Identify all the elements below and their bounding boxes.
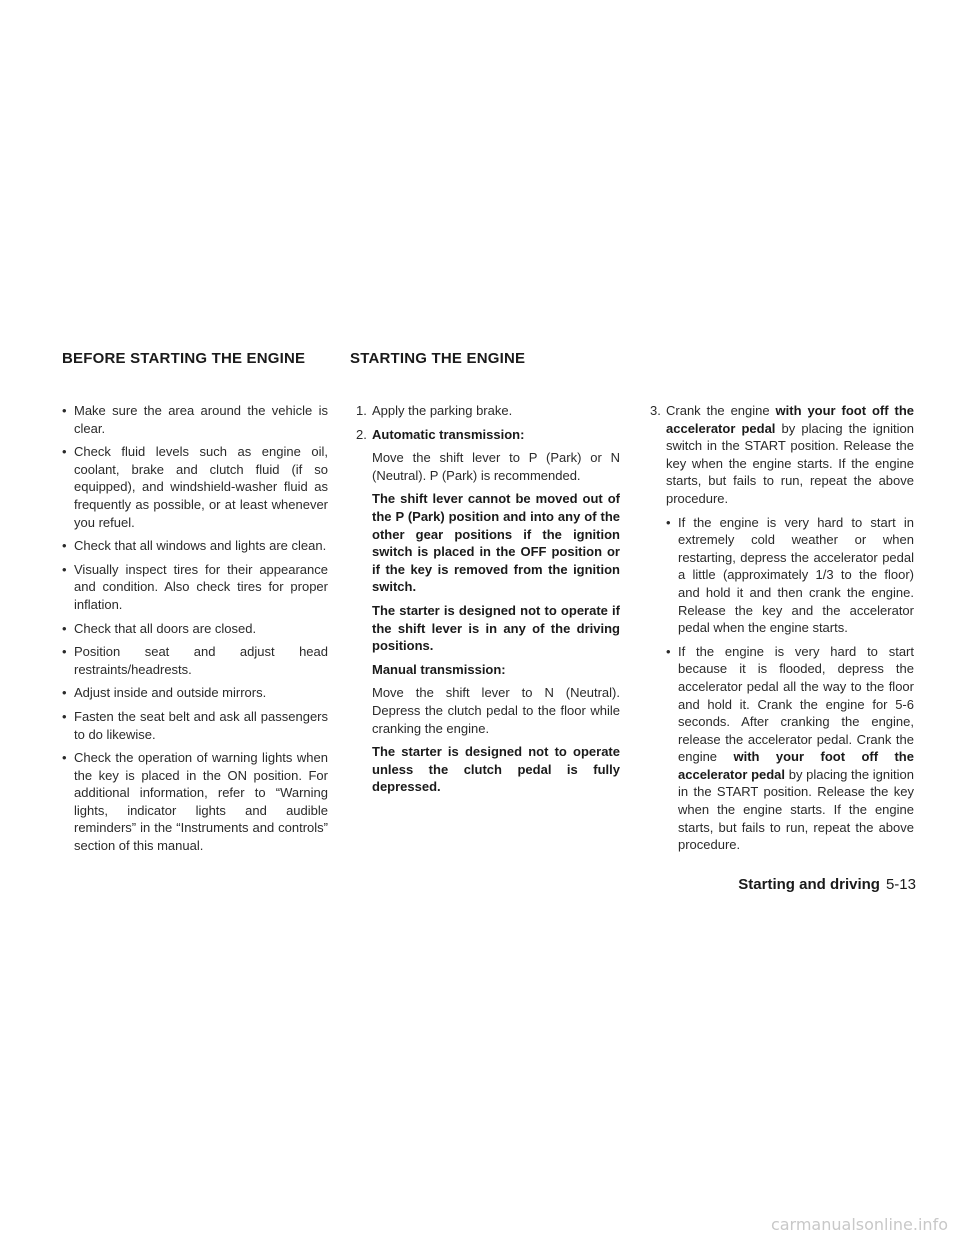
list-item: • Check the operation of warning lights when the key is placed in the ON position. For additional information, refer to “Warning lights, indicator lights and audible reminders” in the “Instruments and controls” section of this manual.	[62, 749, 328, 855]
column-starting-steps	[356, 402, 620, 802]
paragraph: Move the shift lever to P (Park) or N (Neutral). P (Park) is recommended.	[372, 450, 620, 483]
emphasis: with your foot off the accelerator pedal	[678, 749, 914, 782]
step-text: Apply the parking brake.	[372, 403, 513, 418]
step-1	[356, 402, 620, 420]
step-2-body	[356, 449, 620, 796]
paragraph: Move the shift lever to N (Neutral). Depress the clutch pedal to the floor while cranking the engine.	[372, 685, 620, 736]
step-number: 1.	[356, 403, 367, 418]
step-label: Automatic transmission:	[372, 426, 525, 442]
text-run: by placing the ignition switch in the START position. Release the key when the engine starts. If the engine starts, but fails to run, repeat the above procedure.	[666, 420, 914, 506]
page-footer	[738, 876, 916, 893]
warning-text: The shift lever cannot be moved out of the P (Park) position and into any of the other gear positions if the ignition switch is placed in the OFF position or if the key is removed from the ignition switch.	[372, 491, 620, 595]
step-number: 3.	[650, 403, 661, 418]
warning-text: The starter is designed not to operate if the shift lever is in any of the driving positions.	[372, 602, 620, 654]
list-item: • Check fluid levels such as engine oil, coolant, brake and clutch fluid (if so equipped), and windshield-washer fluid as frequently as possible, or at least whenever you refuel.	[62, 443, 328, 531]
list-item	[650, 643, 914, 854]
subheading: Manual transmission:	[372, 661, 506, 677]
page-number: 5-13	[885, 876, 916, 893]
emphasis: with your foot off the accelerator pedal	[666, 403, 914, 436]
footer-section-title: Starting and driving	[738, 876, 880, 893]
column-before-starting	[62, 402, 328, 861]
list-item: • Make sure the area around the vehicle is clear.	[62, 402, 328, 437]
text-run: If the engine is very hard to start because it is flooded, depress the accelerator pedal all the way to the floor and hold it. Crank the engine for 5-6 seconds. After cranking the engine, release the accelerator pedal. Crank the engine	[678, 643, 914, 765]
column-starting-steps-continued	[650, 402, 914, 860]
list-item: • Check that all windows and lights are clean.	[62, 537, 328, 555]
step-2	[356, 426, 620, 444]
list-item: • Fasten the seat belt and ask all passengers to do likewise.	[62, 708, 328, 743]
list-item: • Check that all doors are closed.	[62, 620, 328, 638]
text-run: by placing the ignition in the START position. Release the key when the engine starts. If the engine starts, but fails to run, repeat the above procedure.	[678, 766, 914, 853]
heading-starting-engine: STARTING THE ENGINE	[350, 350, 526, 367]
step-3	[650, 402, 914, 508]
list-item	[650, 514, 914, 637]
list-item: • Position seat and adjust head restraints/headrests.	[62, 643, 328, 678]
warning-text: The starter is designed not to operate unless the clutch pedal is fully depressed.	[372, 744, 620, 795]
watermark: carmanualsonline.info	[770, 1215, 948, 1234]
list-item: • Adjust inside and outside mirrors.	[62, 684, 328, 702]
text-run: If the engine is very hard to start in extremely cold weather or when restarting, depress the accelerator pedal a little (approximately 1/3 to the floor) and hold it and then crank the engine. Release the key and the accelerator pedal when the engine starts.	[678, 514, 914, 636]
text-run: Crank the engine	[666, 403, 776, 418]
heading-before-starting: BEFORE STARTING THE ENGINE	[62, 350, 306, 367]
list-item: • Visually inspect tires for their appearance and condition. Also check tires for proper inflation.	[62, 561, 328, 614]
step-number: 2.	[356, 426, 367, 442]
